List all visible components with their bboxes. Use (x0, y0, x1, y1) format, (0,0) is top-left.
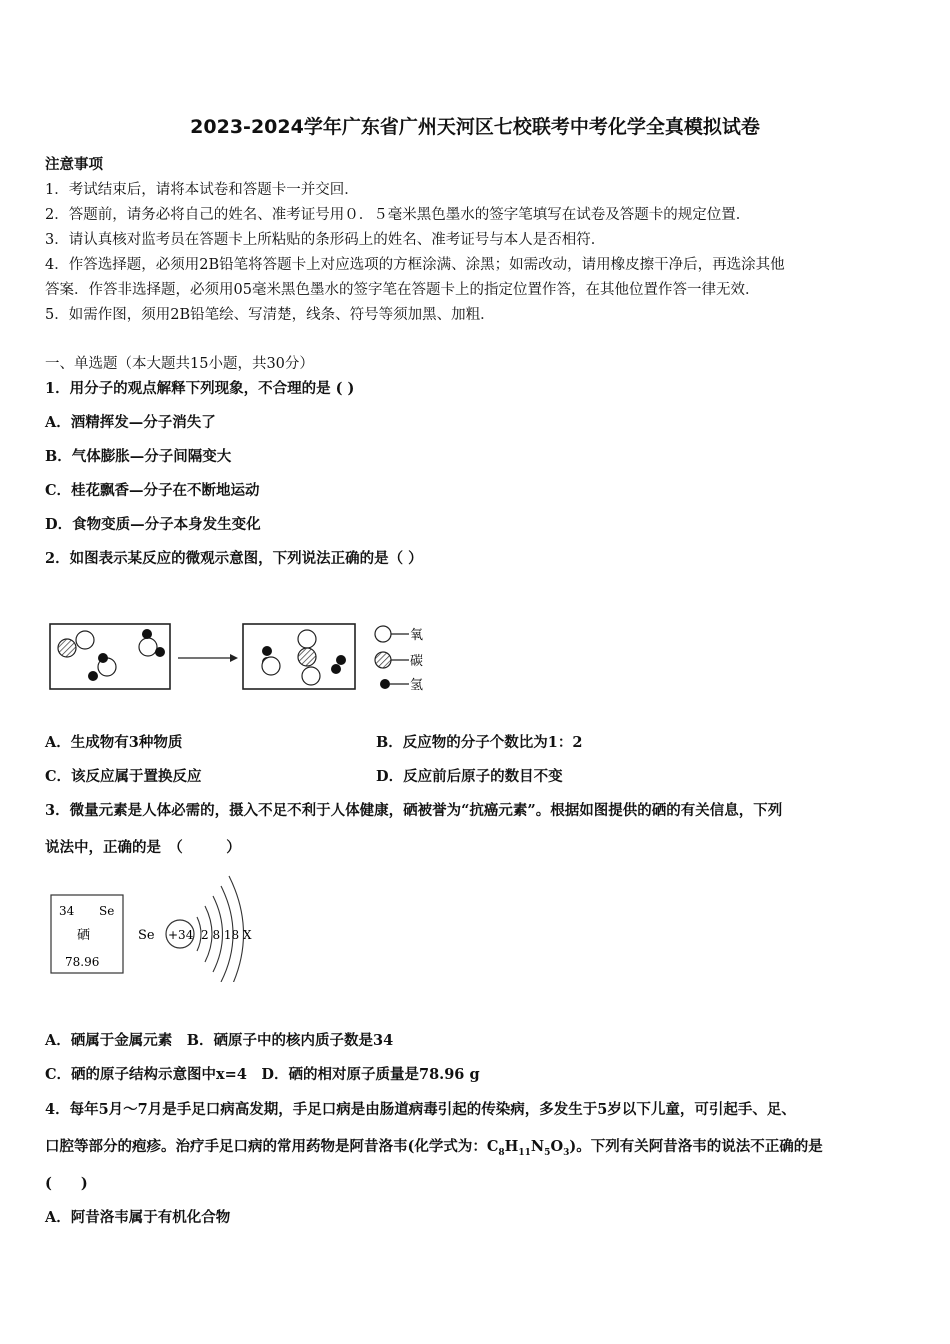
q2-option-b: B．反应物的分子个数比为1：2 (376, 734, 583, 751)
q1-option-c: C．桂花飘香—分子在不断地运动 (45, 482, 260, 499)
q2-stem: 2．如图表示某反应的微观示意图，下列说法正确的是（ ） (45, 550, 423, 567)
notice-item: 2．答题前，请务必将自己的姓名、准考证号用０．５毫米黑色墨水的签字笔填写在试卷及答题卡的规定位置． (45, 207, 751, 223)
q4-stem-line2: 口腔等部分的疱疹。治疗手足口病的常用药物是阿昔洛韦(化学式为：$C_8H_{11}N_5O_3$)。下列有关阿昔洛韦的说法不正确的是 (45, 1138, 823, 1158)
legend-hydrogen-label: 氢 (410, 678, 424, 693)
carbon-atom-icon (375, 652, 391, 668)
q1-stem: 1．用分子的观点解释下列现象，不合理的是 ( ) (45, 380, 355, 397)
q4-stem-line1: 4．每年5月～7月是手足口病高发期，手足口病是由肠道病毒引起的传染病，多发生于5岁以下儿童，可引起手、足、 (45, 1101, 796, 1118)
shell-electrons: 2 8 18 X (201, 928, 252, 942)
acyclovir-formula: $C_8H_{11}N_5O_3$ (486, 1138, 570, 1158)
legend-carbon-label: 碳 (410, 654, 424, 669)
q3-options-cd: C．硒的原子结构示意图中x=4 D．硒的相对原子质量是78.96 g (45, 1066, 480, 1083)
legend-carbon (375, 652, 423, 669)
legend-oxygen (375, 626, 423, 643)
notice-item: 3．请认真核对监考员在答题卡上所粘贴的条形码上的姓名、准考证号与本人是否相符． (45, 232, 606, 248)
q4-option-a: A．阿昔洛韦属于有机化合物 (45, 1209, 231, 1226)
q1-option-a: A．酒精挥发—分子消失了 (45, 414, 216, 431)
arrow-icon (178, 654, 238, 662)
element-symbol: Se (99, 904, 115, 918)
nucleus-charge: +34 (168, 928, 194, 942)
section-heading: 一、单选题（本大题共15小题，共30分） (45, 356, 314, 372)
atomic-mass: 78.96 (65, 955, 100, 969)
notice-item: 答案．作答非选择题，必须用05毫米黑色墨水的签字笔在答题卡上的指定位置作答，在其他位置作答一律无效． (45, 282, 760, 298)
notice-item: 1．考试结束后，请将本试卷和答题卡一并交回． (45, 182, 359, 198)
notice-heading: 注意事项 (45, 156, 103, 173)
q1-option-b: B．气体膨胀—分子间隔变大 (45, 448, 232, 465)
q2-option-a: A．生成物有3种物质 (45, 734, 183, 751)
reaction-diagram (45, 615, 465, 695)
selenium-diagram (45, 862, 275, 982)
q3-stem-line2: 说法中，正确的是 （ ） (45, 839, 241, 856)
atomic-number: 34 (59, 904, 75, 918)
q3-options-ab: A．硒属于金属元素 B．硒原子中的核内质子数是34 (45, 1032, 394, 1049)
q2-option-d: D．反应前后原子的数目不变 (376, 768, 563, 785)
notice-item: 4．作答选择题，必须用2B铅笔将答题卡上对应选项的方框涂满、涂黑；如需改动，请用橡皮擦干净后，再选涂其他 (45, 257, 785, 273)
q4-stem-line3: ( ) (45, 1175, 88, 1192)
q3-stem-line1: 3．微量元素是人体必需的，摄入不足不利于人体健康，硒被誉为“抗癌元素”。根据如图提供的硒的有关信息，下列 (45, 802, 783, 819)
q2-option-c: C．该反应属于置换反应 (45, 768, 202, 785)
oxygen-atom-icon (375, 626, 391, 642)
page-title: 2023-2024学年广东省广州天河区七校联考中考化学全真模拟试卷 (190, 116, 760, 138)
element-name: 硒 (77, 928, 91, 943)
water-product (262, 657, 280, 675)
structure-symbol: Se (138, 928, 155, 943)
notice-item: 5．如需作图，须用2B铅笔绘、写清楚，线条、符号等须加黑、加粗． (45, 307, 495, 323)
q1-option-d: D．食物变质—分子本身发生变化 (45, 516, 261, 533)
legend-hydrogen (380, 678, 423, 693)
legend-oxygen-label: 氧 (410, 628, 424, 643)
hydrogen-atom-icon (380, 679, 390, 689)
